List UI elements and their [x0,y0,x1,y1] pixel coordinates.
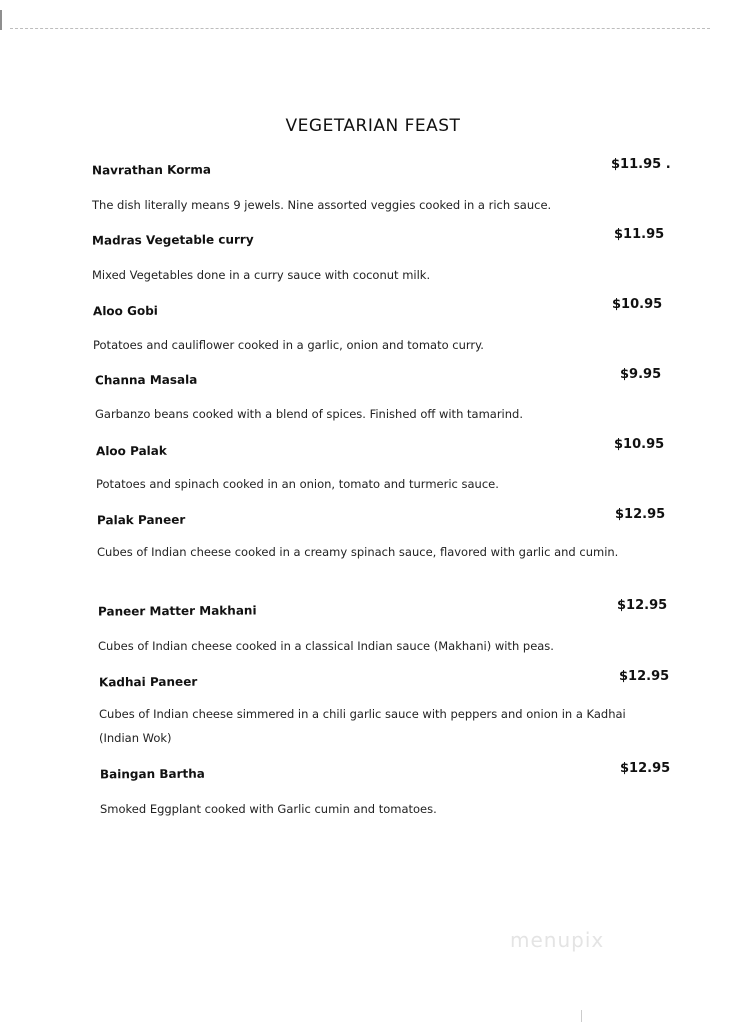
menu-item-price: $10.95 [614,437,665,452]
menu-item-name: Kadhai Paneer [98,674,198,690]
scan-edge-mark [0,10,2,30]
menu-title: VEGETARIAN FEAST [285,116,461,136]
menu-item-description: Potatoes and spinach cooked in an onion, tomato and turmeric sauce. [96,477,499,491]
menu-item-description: Smoked Eggplant cooked with Garlic cumin and tomatoes. [100,802,437,816]
menu-item-name: Channa Masala [94,372,198,388]
menu-item-name: Madras Vegetable curry [91,232,254,248]
menu-item-name: Palak Paneer [96,512,186,528]
menu-item-description: Mixed Vegetables done in a curry sauce with coconut milk. [92,268,431,282]
menu-item-description: Cubes of Indian cheese simmered in a chili garlic sauce with peppers and onion in a Kadhai (Indian Wok) [99,707,626,745]
menu-item-price: $12.95 [619,669,670,684]
menupix-watermark: menupix [510,928,605,952]
menu-item-description: The dish literally means 9 jewels. Nine assorted veggies cooked in a rich sauce. [92,198,552,212]
menu-item-description: Cubes of Indian cheese cooked in a classical Indian sauce (Makhani) with peas. [98,639,554,653]
menu-item-description: Cubes of Indian cheese cooked in a creamy spinach sauce, flavored with garlic and cumin. [97,545,619,559]
scan-corner-mark [581,1010,592,1022]
menu-item-description: Potatoes and cauliflower cooked in a garlic, onion and tomato curry. [93,338,484,352]
menu-item-price: $11.95 . [611,157,671,172]
menu-item-price: $12.95 [615,507,666,522]
menu-item-name: Aloo Palak [95,443,167,459]
scan-divider-line [10,28,710,29]
menu-item-name: Baingan Bartha [99,766,205,782]
menu-item-price: $11.95 [614,227,665,242]
menu-item-price: $12.95 [620,761,671,776]
menu-item-price: $12.95 [617,598,668,613]
menu-item-price: $9.95 [620,367,662,382]
menu-item-name: Aloo Gobi [92,303,158,319]
menu-item-price: $10.95 [612,297,663,312]
menu-item-name: Navrathan Korma [91,162,211,178]
menu-item-description: Garbanzo beans cooked with a blend of spices. Finished off with tamarind. [95,407,523,421]
menu-item-name: Paneer Matter Makhani [97,603,257,619]
